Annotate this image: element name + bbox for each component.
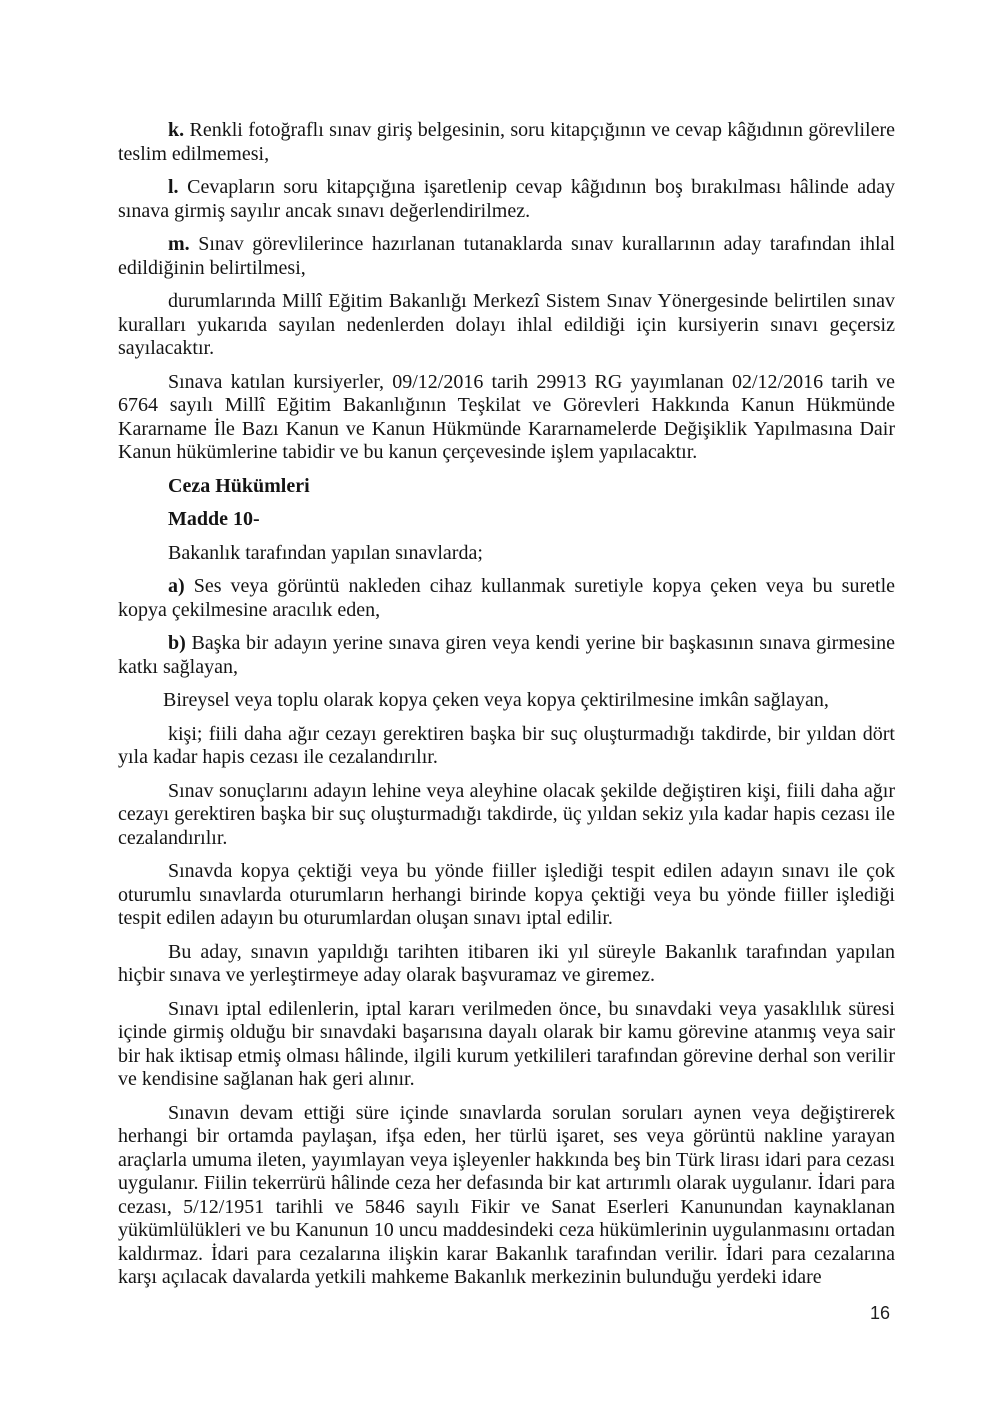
list-item-m bbox=[118, 233, 895, 280]
paragraph-durumlarinda: durumlarında Millî Eğitim Bakanlığı Merkezî Sistem Sınav Yönergesinde belirtilen sınav kuralları yukarıda sayılan nedenlerden dolayı ihlal edildiği için kursiyerin sınavı geçersiz sayılacaktır. bbox=[118, 290, 895, 359]
item-marker-m: m. bbox=[168, 233, 190, 255]
item-marker-a: a) bbox=[168, 575, 185, 597]
item-text: Ses veya görüntü nakleden cihaz kullanmak suretiyle kopya çeken veya bu suretle kopya çekilmesine aracılık eden, bbox=[118, 575, 895, 621]
paragraph-sinava-katilan: Sınava katılan kursiyerler, 09/12/2016 tarih 29913 RG yayımlanan 02/12/2016 tarih ve 6764 sayılı Millî Eğitim Bakanlığının Teşkilat ve Görevleri Hakkında Kanun Hükmünde Kararname İle Bazı Kanun ve Kanun Hükmünde Kararnamelerde Değişiklik Yapılmasına Dair Kanun hükümlerine tabidir ve bu kanun çerçevesinde işlem yapılacaktır. bbox=[118, 370, 895, 463]
list-item-a bbox=[118, 575, 895, 622]
page-number: 16 bbox=[869, 1303, 890, 1323]
item-text: Renkli fotoğraflı sınav giriş belgesinin, soru kitapçığının ve cevap kâğıdının görevlilere teslim edilmemesi, bbox=[118, 119, 896, 165]
list-item-k bbox=[118, 119, 895, 166]
article-heading-madde-10: Madde 10- bbox=[168, 508, 260, 530]
item-text: Başka bir adayın yerine sınava giren veya kendi yerine bir başkasının sınava girmesine katkı sağlayan, bbox=[118, 632, 895, 678]
document-body bbox=[118, 119, 895, 1300]
item-marker-b: b) bbox=[168, 632, 186, 654]
paragraph-bireysel: Bireysel veya toplu olarak kopya çeken veya kopya çektirilmesine imkân sağlayan, bbox=[163, 689, 829, 711]
item-text: Cevapların soru kitapçığına işaretlenip cevap kâğıdının boş bırakılması hâlinde aday sınava girmiş sayılır ancak sınavı değerlendirilmez. bbox=[118, 176, 895, 222]
list-item-b bbox=[118, 632, 895, 679]
item-marker-k: k. bbox=[168, 119, 185, 141]
section-heading-ceza-hukumleri: Ceza Hükümleri bbox=[168, 474, 310, 497]
paragraph-sinav-sonuclarini: Sınav sonuçlarını adayın lehine veya aleyhine olacak şekilde değiştiren kişi, fiili daha ağır cezayı gerektiren başka bir suç oluşturmadığı takdirde, üç yıldan sekiz yıla kadar hapis cezası ile cezalandırılır. bbox=[118, 779, 895, 849]
paragraph-sinavi-iptal: Sınavı iptal edilenlerin, iptal kararı verilmeden önce, bu sınavdaki veya yasaklılık süresi içinde girmiş olduğu bir sınavdaki başarısına dayalı olarak bir kamu görevine atanmış veya sair bir hak iktisap etmiş olması hâlinde, ilgili kurum yetkilileri tarafından görevine derhal son verilir ve kendisine sağlanan hak geri alınır. bbox=[118, 997, 895, 1090]
paragraph-bu-aday: Bu aday, sınavın yapıldığı tarihten itibaren iki yıl süreyle Bakanlık tarafından yapılan hiçbir sınava ve yerleştirmeye aday olarak başvuramaz ve giremez. bbox=[118, 940, 895, 986]
paragraph-bakanlik-sinavlarda: Bakanlık tarafından yapılan sınavlarda; bbox=[168, 541, 483, 564]
paragraph-sinavin-devam: Sınavın devam ettiği süre içinde sınavlarda sorulan soruları aynen veya değiştirerek herhangi bir ortamda paylaşan, ifşa eden, her türlü işaret, ses veya görüntü nakline yarayan araçlarla umuma ileten, yayımlayan veya işleyenler hakkında beş bin Türk lirası idari para cezası uygulanır. Fiilin tekerrürü hâlinde ceza her defasında bir kat artırımlı olarak uygulanır. İdari para cezası, 5/12/1951 tarihli ve 5846 sayılı Fikir ve Sanat Eserleri Kanunundan kaynaklanan yükümlülükleri ve bu Kanunun 10 uncu maddesindeki ceza hükümlerinin uygulanmasını ortadan kaldırmaz. İdari para cezalarına ilişkin karar Bakanlık tarafından verilir. İdari para cezalarına karşı açılacak davalarda yetkili mahkeme Bakanlık merkezinin bulunduğu yerdeki idare bbox=[118, 1101, 895, 1288]
list-item-l bbox=[118, 176, 895, 223]
item-text: Sınav görevlilerince hazırlanan tutanaklarda sınav kurallarının aday tarafından ihlal edildiğinin belirtilmesi, bbox=[118, 233, 895, 279]
paragraph-sinavda-kopya: Sınavda kopya çektiği veya bu yönde fiiller işlediği tespit edilen adayın sınavı ile çok oturumlu sınavlarda oturumların herhangi birinde kopya çektiği veya bu yönde fiiller işlediği tespit edilen adayın bu oturumlardan oluşan sınavı iptal edilir. bbox=[118, 860, 895, 929]
item-marker-l: l. bbox=[168, 176, 179, 198]
paragraph-kisi-hapis: kişi; fiili daha ağır cezayı gerektiren başka bir suç oluşturmadığı takdirde, bir yıldan dört yıla kadar hapis cezası ile cezalandırılır. bbox=[118, 722, 895, 768]
